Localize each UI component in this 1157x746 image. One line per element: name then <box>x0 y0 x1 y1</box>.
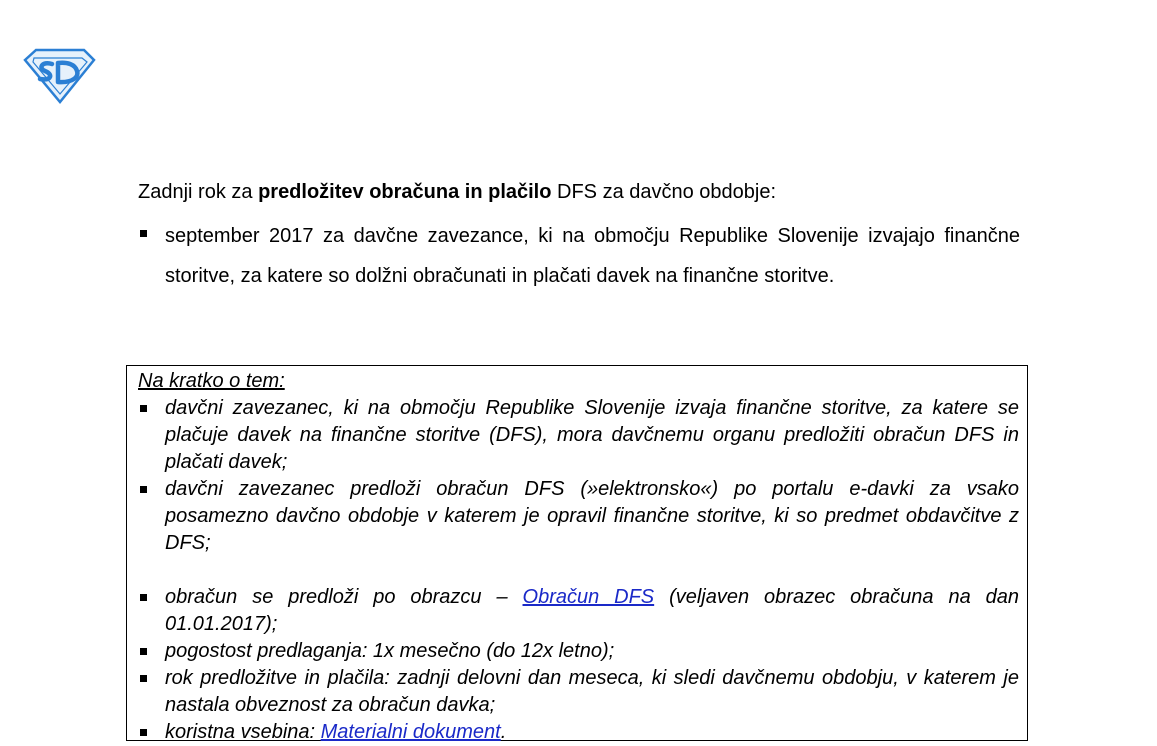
list-item: rok predložitve in plačila: zadnji delovni dan meseca, ki sledi davčnemu obdobju, v katerem je nastala obveznost za obračun davka; <box>138 665 1019 719</box>
summary-box <box>126 365 1028 741</box>
list-item: davčni zavezanec, ki na območju Republike Slovenije izvaja finančne storitve, za katere se plačuje davek na finančne storitve (DFS), mora davčnemu organu predložiti obračun DFS in plačati davek; <box>138 395 1019 476</box>
list-item: davčni zavezanec predloži obračun DFS (»elektronsko«) po portalu e-davki za vsako posamezno davčno obdobje v katerem je opravil finančne storitve, ki so predmet obdavčitve z DFS; <box>138 476 1019 557</box>
summary-title: Na kratko o tem: <box>138 370 285 392</box>
summary-list <box>138 395 1019 746</box>
bullet-square-icon <box>140 405 147 412</box>
deadline-list <box>138 216 1020 296</box>
bullet-square-icon <box>140 729 147 736</box>
bullet-square-icon <box>140 594 147 601</box>
bullet-square-icon <box>140 230 147 237</box>
intro-text: Zadnji rok za predložitev obračuna in plačilo DFS za davčno obdobje: <box>138 181 777 203</box>
bullet-square-icon <box>140 648 147 655</box>
materialni-dokument-link[interactable]: Materialni dokument <box>320 721 501 743</box>
sd-shield-logo-icon <box>22 46 96 104</box>
bullet-square-icon <box>140 486 147 493</box>
list-item: obračun se predloži po obrazcu – Obračun DFS (veljaven obrazec obračuna na dan 01.01.2017); <box>138 584 1019 638</box>
list-item: september 2017 za davčne zavezance, ki na območju Republike Slovenije izvajajo finančne storitve, za katere so dolžni obračunati in plačati davek na finančne storitve. <box>138 216 1020 296</box>
list-item: pogostost predlaganja: 1x mesečno (do 12x letno); <box>138 638 1019 665</box>
intro-bold: predložitev obračuna in plačilo <box>258 181 552 203</box>
obracun-dfs-link[interactable]: Obračun DFS <box>522 586 655 608</box>
list-item: koristna vsebina: Materialni dokument. <box>138 719 1019 746</box>
bullet-square-icon <box>140 675 147 682</box>
